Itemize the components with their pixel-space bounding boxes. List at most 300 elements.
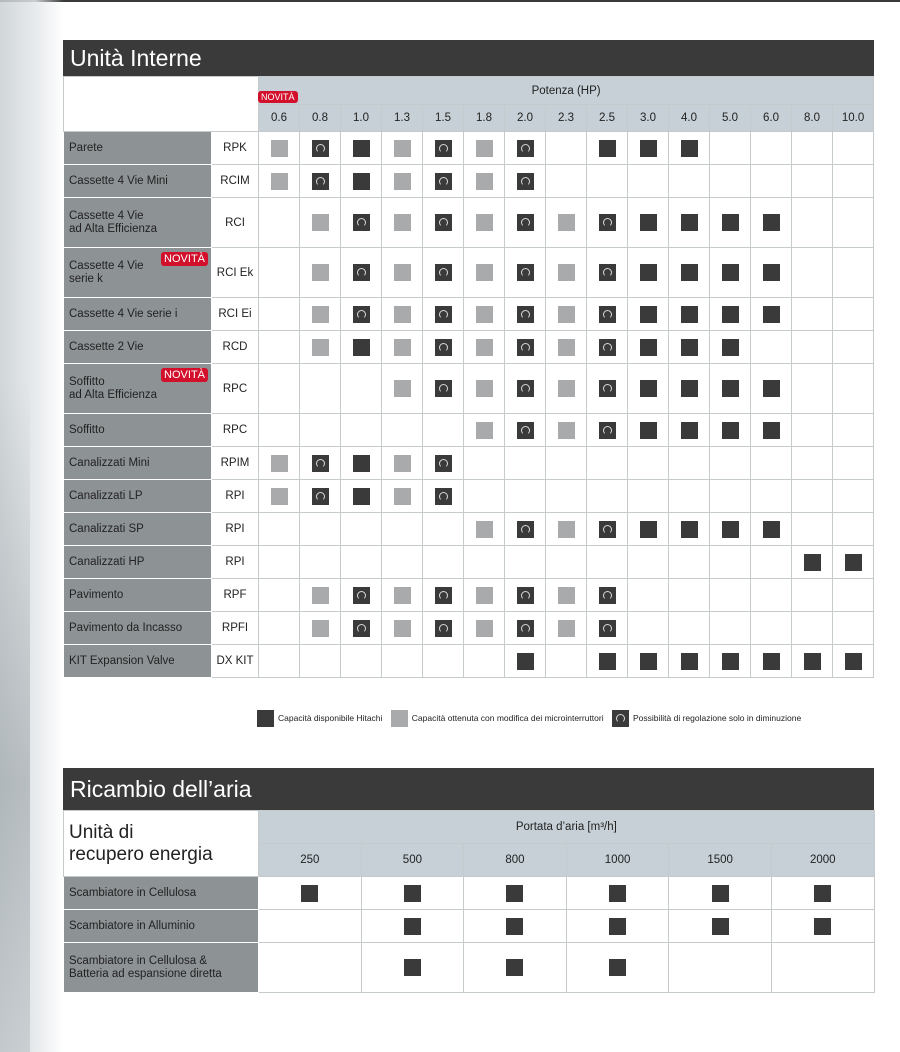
hp-column-header: 5.0	[710, 105, 751, 132]
adjust-down-icon	[599, 521, 616, 538]
capacity-cell	[300, 546, 341, 579]
available-marker	[404, 918, 421, 935]
dip-switch-marker	[312, 587, 329, 604]
capacity-cell	[505, 579, 546, 612]
hp-column-header: 3.0	[628, 105, 669, 132]
available-marker	[763, 380, 780, 397]
capacity-cell	[464, 298, 505, 331]
available-marker	[763, 264, 780, 281]
capacity-cell	[341, 132, 382, 165]
available-marker	[640, 264, 657, 281]
dip-switch-marker	[558, 306, 575, 323]
dip-switch-marker	[558, 339, 575, 356]
capacity-cell	[792, 414, 833, 447]
capacity-cell	[464, 645, 505, 678]
capacity-cell	[423, 612, 464, 645]
capacity-cell	[587, 298, 628, 331]
hp-column-header: 0.8	[300, 105, 341, 132]
adjust-down-icon	[312, 173, 329, 190]
capacity-cell	[546, 480, 587, 513]
capacity-cell	[587, 248, 628, 298]
recovery-row	[64, 943, 875, 993]
available-marker	[301, 885, 318, 902]
capacity-cell	[382, 612, 423, 645]
capacity-cell	[751, 132, 792, 165]
flow-cell	[771, 910, 874, 943]
capacity-cell	[300, 331, 341, 364]
capacity-cell	[382, 298, 423, 331]
indoor-units-title: Unità Interne	[63, 40, 874, 76]
unit-code: RCI	[212, 198, 259, 248]
capacity-cell	[587, 331, 628, 364]
hp-column-header: 1.5	[423, 105, 464, 132]
capacity-cell	[833, 612, 874, 645]
capacity-cell	[341, 414, 382, 447]
header-blank	[64, 77, 259, 132]
category-title: Unità di recupero energia	[69, 821, 213, 865]
capacity-cell	[669, 414, 710, 447]
adjust-down-icon	[435, 380, 452, 397]
available-marker	[845, 653, 862, 670]
legend-dark-swatch	[257, 710, 274, 727]
unit-name	[64, 132, 212, 165]
capacity-cell	[341, 579, 382, 612]
dip-switch-marker	[394, 173, 411, 190]
available-marker	[722, 264, 739, 281]
available-marker	[763, 306, 780, 323]
flow-cell	[259, 877, 362, 910]
capacity-cell	[464, 364, 505, 414]
unit-code: RPC	[212, 414, 259, 447]
capacity-cell	[546, 513, 587, 546]
capacity-cell	[546, 132, 587, 165]
hp-column-header: 2.3	[546, 105, 587, 132]
capacity-cell	[423, 480, 464, 513]
capacity-cell	[300, 165, 341, 198]
adjust-down-icon	[599, 264, 616, 281]
unit-row	[64, 165, 874, 198]
capacity-cell	[259, 331, 300, 364]
capacity-cell	[751, 364, 792, 414]
capacity-cell	[423, 132, 464, 165]
available-marker	[640, 339, 657, 356]
dip-switch-marker	[476, 521, 493, 538]
unit-name	[64, 298, 212, 331]
capacity-cell	[833, 579, 874, 612]
flow-cell	[464, 910, 567, 943]
available-marker	[681, 521, 698, 538]
unit-row	[64, 546, 874, 579]
available-marker	[722, 653, 739, 670]
capacity-cell	[505, 414, 546, 447]
capacity-cell	[587, 645, 628, 678]
capacity-cell	[546, 447, 587, 480]
flow-cell	[566, 943, 669, 993]
unit-name-label: Parete	[69, 141, 103, 154]
adjust-down-icon	[599, 214, 616, 231]
adjust-down-icon	[599, 587, 616, 604]
dip-switch-marker	[476, 380, 493, 397]
hp-column-header: 0.6	[259, 105, 300, 132]
available-marker	[353, 488, 370, 505]
unit-row	[64, 645, 874, 678]
capacity-cell	[341, 248, 382, 298]
capacity-cell	[505, 298, 546, 331]
capacity-cell	[382, 546, 423, 579]
available-marker	[353, 140, 370, 157]
flow-header	[259, 811, 875, 844]
capacity-cell	[710, 447, 751, 480]
adjust-down-icon	[599, 422, 616, 439]
capacity-cell	[628, 331, 669, 364]
available-marker	[353, 455, 370, 472]
recovery-name-label: Scambiatore in Cellulosa & Batteria ad espansione diretta	[69, 954, 222, 980]
capacity-cell	[382, 447, 423, 480]
legend	[257, 710, 807, 728]
adjust-down-icon	[517, 339, 534, 356]
capacity-cell	[628, 579, 669, 612]
air-exchange-title: Ricambio dell’aria	[63, 768, 874, 810]
available-marker	[804, 554, 821, 571]
flow-cell	[669, 910, 772, 943]
novita-badge: NOVITÀ	[161, 368, 208, 382]
legend-adjust-label: Possibilità di regolazione solo in diminuzione	[633, 712, 802, 723]
flow-cell	[361, 910, 464, 943]
capacity-cell	[505, 645, 546, 678]
capacity-cell	[300, 364, 341, 414]
capacity-cell	[300, 480, 341, 513]
available-marker	[712, 885, 729, 902]
flow-column-header: 800	[464, 844, 567, 877]
unit-row	[64, 331, 874, 364]
unit-row	[64, 480, 874, 513]
capacity-cell	[505, 612, 546, 645]
capacity-cell	[382, 480, 423, 513]
capacity-cell	[833, 298, 874, 331]
available-marker	[814, 918, 831, 935]
capacity-cell	[833, 132, 874, 165]
capacity-cell	[792, 546, 833, 579]
capacity-cell	[669, 480, 710, 513]
legend-light-swatch	[391, 710, 408, 727]
dip-switch-marker	[271, 140, 288, 157]
capacity-cell	[464, 165, 505, 198]
capacity-cell	[792, 645, 833, 678]
available-marker	[681, 264, 698, 281]
available-marker	[681, 653, 698, 670]
available-marker	[804, 653, 821, 670]
available-marker	[506, 959, 523, 976]
legend-adjust	[612, 710, 801, 727]
available-marker	[640, 306, 657, 323]
flow-cell	[771, 943, 874, 993]
hp-column-header: 1.3	[382, 105, 423, 132]
adjust-down-icon	[517, 422, 534, 439]
flow-column-header: 1500	[669, 844, 772, 877]
unit-name-label: Pavimento da Incasso	[69, 621, 183, 634]
available-marker	[722, 521, 739, 538]
capacity-cell	[341, 612, 382, 645]
capacity-cell	[628, 248, 669, 298]
capacity-cell	[710, 364, 751, 414]
capacity-cell	[710, 331, 751, 364]
unit-code: RPK	[212, 132, 259, 165]
adjust-down-icon	[517, 380, 534, 397]
dip-switch-marker	[312, 620, 329, 637]
capacity-cell	[546, 645, 587, 678]
dip-switch-marker	[312, 264, 329, 281]
capacity-cell	[259, 414, 300, 447]
capacity-cell	[669, 546, 710, 579]
recovery-name-label: Scambiatore in Cellulosa	[69, 886, 197, 899]
capacity-cell	[464, 447, 505, 480]
capacity-cell	[259, 132, 300, 165]
unit-row	[64, 298, 874, 331]
available-marker	[517, 653, 534, 670]
capacity-cell	[300, 198, 341, 248]
capacity-cell	[669, 165, 710, 198]
dip-switch-marker	[394, 214, 411, 231]
legend-dark-label: Capacità disponibile Hitachi	[278, 712, 383, 723]
flow-cell	[566, 910, 669, 943]
capacity-cell	[833, 248, 874, 298]
adjust-down-icon	[353, 306, 370, 323]
novita-badge: NOVITÀ	[258, 91, 298, 103]
capacity-cell	[464, 612, 505, 645]
capacity-cell	[464, 480, 505, 513]
available-marker	[763, 214, 780, 231]
unit-row	[64, 248, 874, 298]
unit-row	[64, 513, 874, 546]
available-marker	[681, 306, 698, 323]
available-marker	[763, 521, 780, 538]
flow-cell	[361, 943, 464, 993]
unit-name	[64, 612, 212, 645]
adjust-down-icon	[435, 339, 452, 356]
unit-row	[64, 132, 874, 165]
flow-cell	[669, 877, 772, 910]
capacity-cell	[341, 331, 382, 364]
capacity-cell	[669, 645, 710, 678]
available-marker	[599, 140, 616, 157]
power-label: Potenza (HP)	[531, 84, 601, 97]
capacity-cell	[423, 331, 464, 364]
capacity-cell	[341, 165, 382, 198]
capacity-cell	[751, 414, 792, 447]
capacity-cell	[792, 248, 833, 298]
capacity-cell	[546, 198, 587, 248]
available-marker	[681, 339, 698, 356]
flow-cell	[259, 910, 362, 943]
flow-column-header: 2000	[771, 844, 874, 877]
unit-code: RPI	[212, 480, 259, 513]
available-marker	[599, 653, 616, 670]
unit-name	[64, 645, 212, 678]
capacity-cell	[464, 198, 505, 248]
capacity-cell	[382, 645, 423, 678]
unit-name-label: Soffitto ad Alta Efficienza	[69, 375, 158, 401]
adjust-down-icon	[599, 339, 616, 356]
capacity-cell	[464, 513, 505, 546]
available-marker	[640, 653, 657, 670]
capacity-cell	[751, 513, 792, 546]
available-marker	[681, 140, 698, 157]
capacity-cell	[464, 414, 505, 447]
capacity-cell	[546, 579, 587, 612]
available-marker	[681, 380, 698, 397]
capacity-cell	[751, 546, 792, 579]
adjust-down-icon	[435, 620, 452, 637]
adjust-down-icon	[435, 488, 452, 505]
capacity-cell	[833, 414, 874, 447]
capacity-cell	[587, 579, 628, 612]
unit-code: RPIM	[212, 447, 259, 480]
capacity-cell	[259, 198, 300, 248]
unit-code: RPC	[212, 364, 259, 414]
capacity-cell	[792, 132, 833, 165]
capacity-cell	[464, 248, 505, 298]
available-marker	[640, 214, 657, 231]
capacity-cell	[382, 165, 423, 198]
capacity-cell	[259, 165, 300, 198]
capacity-cell	[628, 298, 669, 331]
adjust-down-icon	[435, 587, 452, 604]
capacity-cell	[382, 132, 423, 165]
capacity-cell	[382, 331, 423, 364]
adjust-down-icon	[312, 140, 329, 157]
capacity-cell	[751, 331, 792, 364]
hp-column-header: 2.5	[587, 105, 628, 132]
capacity-cell	[833, 165, 874, 198]
capacity-cell	[300, 414, 341, 447]
capacity-cell	[628, 198, 669, 248]
capacity-cell	[341, 480, 382, 513]
hp-column-header: 4.0	[669, 105, 710, 132]
unit-name	[64, 248, 212, 298]
capacity-cell	[792, 447, 833, 480]
flow-cell	[361, 877, 464, 910]
capacity-cell	[751, 480, 792, 513]
capacity-cell	[669, 364, 710, 414]
unit-name	[64, 165, 212, 198]
adjust-down-icon	[353, 214, 370, 231]
capacity-cell	[382, 579, 423, 612]
dip-switch-marker	[558, 521, 575, 538]
adjust-down-icon	[517, 173, 534, 190]
dip-switch-marker	[476, 306, 493, 323]
unit-code: RCI Ek	[212, 248, 259, 298]
unit-name	[64, 331, 212, 364]
legend-available	[257, 710, 382, 727]
unit-name-label: Cassette 2 Vie	[69, 340, 144, 353]
hp-column-header: 8.0	[792, 105, 833, 132]
adjust-down-icon	[435, 264, 452, 281]
capacity-cell	[751, 165, 792, 198]
unit-row	[64, 364, 874, 414]
adjust-down-icon	[435, 306, 452, 323]
available-marker	[640, 422, 657, 439]
unit-name	[64, 414, 212, 447]
unit-code: RPFI	[212, 612, 259, 645]
unit-name	[64, 579, 212, 612]
dip-switch-marker	[558, 620, 575, 637]
unit-row	[64, 579, 874, 612]
dip-switch-marker	[476, 620, 493, 637]
adjust-down-icon	[599, 306, 616, 323]
adjust-down-icon	[435, 455, 452, 472]
unit-code: RCD	[212, 331, 259, 364]
recovery-name	[64, 910, 259, 943]
adjust-down-icon	[517, 620, 534, 637]
capacity-cell	[423, 579, 464, 612]
capacity-cell	[423, 546, 464, 579]
recovery-name	[64, 943, 259, 993]
adjust-down-icon	[517, 140, 534, 157]
capacity-cell	[628, 513, 669, 546]
unit-name-label: Pavimento	[69, 588, 124, 601]
unit-row	[64, 414, 874, 447]
dip-switch-marker	[476, 587, 493, 604]
capacity-cell	[423, 645, 464, 678]
capacity-cell	[669, 132, 710, 165]
capacity-cell	[505, 364, 546, 414]
capacity-cell	[833, 364, 874, 414]
dip-switch-marker	[312, 214, 329, 231]
capacity-cell	[792, 513, 833, 546]
capacity-cell	[792, 298, 833, 331]
hp-column-header: 1.8	[464, 105, 505, 132]
capacity-cell	[341, 298, 382, 331]
capacity-cell	[546, 331, 587, 364]
unit-name-label: Cassette 4 Vie Mini	[69, 174, 168, 187]
adjust-down-icon	[517, 214, 534, 231]
capacity-cell	[259, 447, 300, 480]
dip-switch-marker	[271, 455, 288, 472]
capacity-cell	[259, 480, 300, 513]
capacity-cell	[341, 447, 382, 480]
capacity-cell	[505, 198, 546, 248]
dip-switch-marker	[312, 306, 329, 323]
air-exchange-section	[63, 768, 874, 993]
dip-switch-marker	[394, 306, 411, 323]
flow-cell	[771, 877, 874, 910]
capacity-cell	[423, 165, 464, 198]
capacity-cell	[505, 132, 546, 165]
capacity-cell	[341, 364, 382, 414]
capacity-cell	[792, 480, 833, 513]
capacity-cell	[628, 165, 669, 198]
capacity-cell	[669, 447, 710, 480]
capacity-cell	[341, 645, 382, 678]
adjust-down-icon	[517, 587, 534, 604]
capacity-cell	[710, 298, 751, 331]
capacity-cell	[382, 513, 423, 546]
unit-name-label: KIT Expansion Valve	[69, 654, 175, 667]
unit-name-label: Canalizzati SP	[69, 522, 144, 535]
capacity-cell	[751, 198, 792, 248]
capacity-cell	[300, 612, 341, 645]
dip-switch-marker	[394, 380, 411, 397]
top-rule	[0, 0, 900, 2]
capacity-cell	[423, 513, 464, 546]
unit-name-label: Cassette 4 Vie serie i	[69, 307, 178, 320]
capacity-cell	[833, 331, 874, 364]
capacity-cell	[751, 579, 792, 612]
capacity-cell	[628, 414, 669, 447]
dip-switch-marker	[394, 140, 411, 157]
unit-name	[64, 364, 212, 414]
dip-switch-marker	[271, 488, 288, 505]
